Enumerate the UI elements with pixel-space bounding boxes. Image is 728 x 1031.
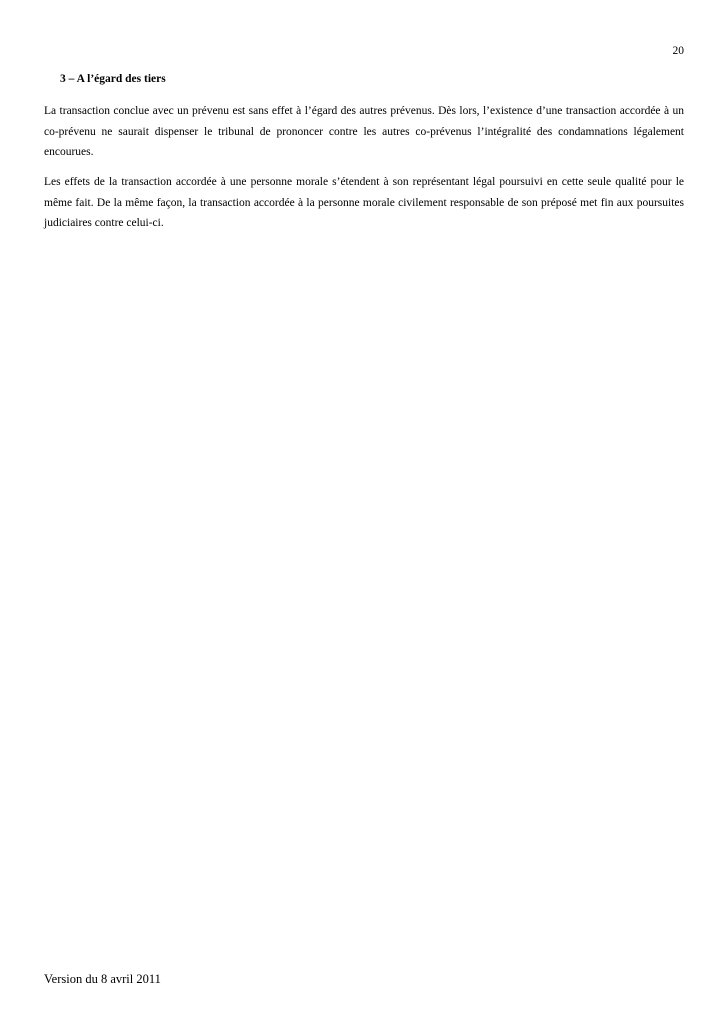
paragraph-transaction-effect-legal-entity: Les effets de la transaction accordée à une personne morale s’étendent à son représentant légal poursuivi en cette seule qualité pour le même fait. De la même façon, la transaction accordée à la personne morale civilement responsable de son préposé met fin aux poursuites judiciaires contre celui-ci. [44,176,684,229]
paragraph-transaction-effect-co-defendants: La transaction conclue avec un prévenu est sans effet à l’égard des autres prévenus. Dès lors, l’existence d’une transaction accordée à un co-prévenu ne saurait dispenser le tribunal de prononcer contre les autres co-prévenus l’intégralité des condamnations légalement encourues. [44,105,684,158]
footer-version: Version du 8 avril 2011 [44,972,161,986]
section-heading: 3 – A l’égard des tiers [60,73,166,85]
page-number: 20 [672,45,684,57]
